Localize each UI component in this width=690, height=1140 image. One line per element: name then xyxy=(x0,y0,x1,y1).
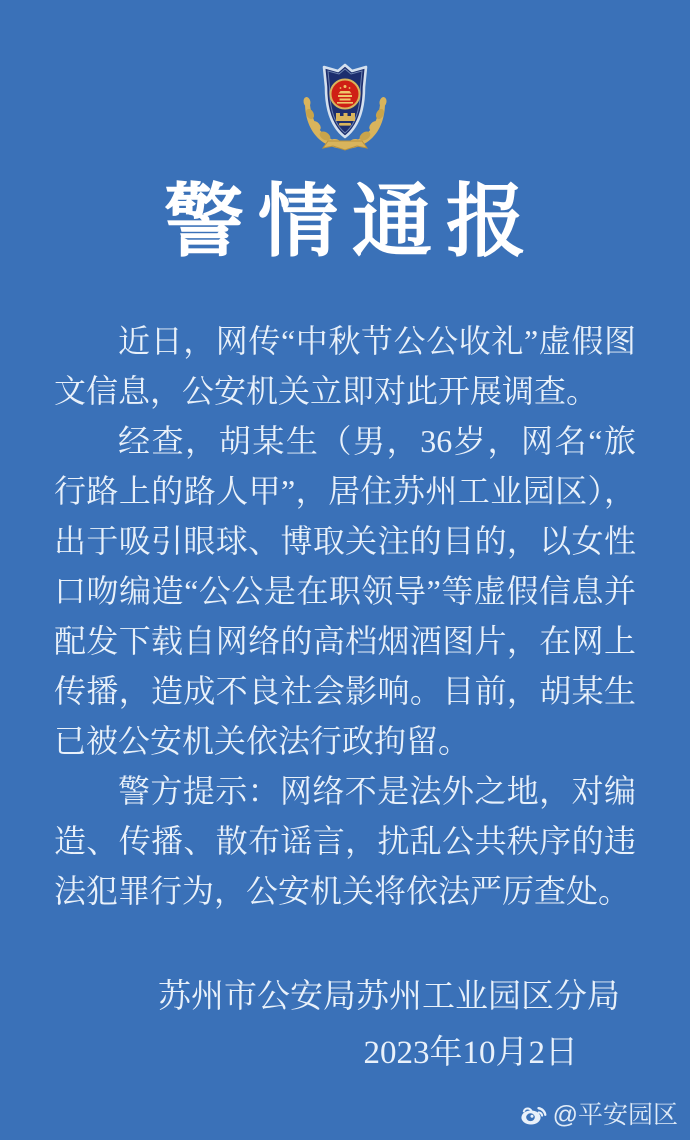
police-badge-icon xyxy=(295,54,395,156)
weibo-handle: @平安园区 xyxy=(552,1101,678,1129)
notice-paragraph: 近日，网传“中秋节公公收礼”虚假图文信息，公安机关立即对此开展调查。 xyxy=(54,323,636,409)
notice-paragraph: 警方提示：网络不是法外之地，对编造、传播、散布谣言，扰乱公共秩序的违法犯罪行为，公安机关将依法严厉查处。 xyxy=(54,773,636,909)
notice-paragraph: 经查，胡某生（男，36岁，网名“旅行路上的路人甲”，居住苏州工业园区），出于吸引眼球、博取关注的目的，以女性口吻编造“公公是在职领导”等虚假信息并配发下载自网络的高档烟酒图片，在网上传播，造成不良社会影响。目前，胡某生已被公安机关依法行政拘留。 xyxy=(54,423,636,759)
notice-body xyxy=(54,316,636,916)
weibo-watermark xyxy=(520,1095,678,1131)
police-badge-emblem xyxy=(295,54,395,156)
issue-date: 2023年10月2日 xyxy=(363,1035,578,1071)
weibo-icon xyxy=(520,1101,548,1125)
notice-title: 警情通报 xyxy=(164,177,540,266)
issuing-agency: 苏州市公安局苏州工业园区分局 xyxy=(158,979,620,1015)
